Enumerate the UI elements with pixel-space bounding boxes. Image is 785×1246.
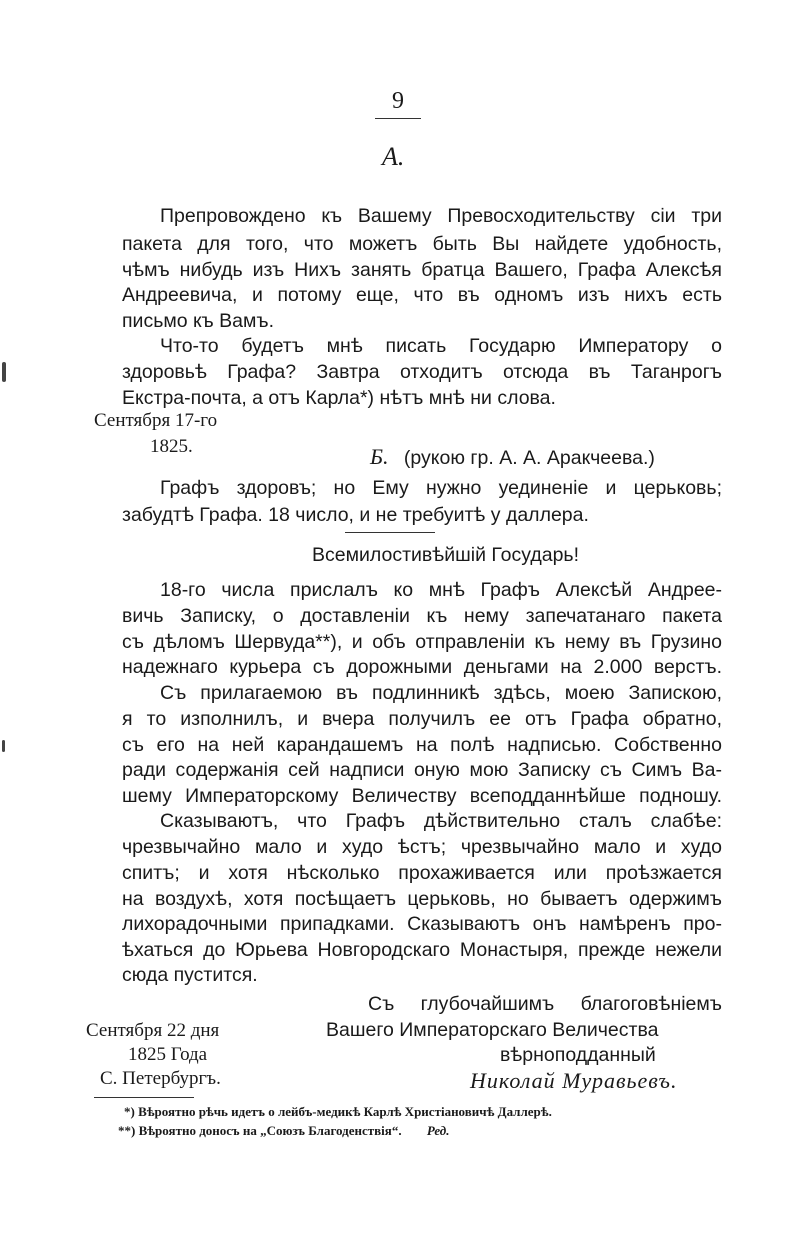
closing-line: вѣрноподданный [500, 1044, 656, 1066]
text-line: лихорадочными припадками. Сказываютъ онъ намѣренъ про- [122, 913, 722, 935]
text-line: чрезвычайно мало и худо ѣстъ; чрезвычайно мало и худо [122, 836, 722, 858]
section-b-note: (рукою гр. А. А. Аракчеева.) [403, 447, 655, 469]
section-a-date: Сентября 17-го [94, 410, 218, 431]
text-line: спитъ; и хотя нѣсколько прохаживается или проѣзжается [122, 862, 722, 884]
text-line: ради содержанія сей надписи оную мою Записку съ Симъ Ва- [122, 759, 722, 781]
page-number-rule [375, 118, 421, 119]
text-line: на воздухѣ, хотя посѣщаетъ церьковь, но бываетъ одержимъ [122, 888, 722, 910]
text-line: Сказываютъ, что Графъ дѣйствительно сталъ слабѣе: [160, 810, 722, 832]
letter-year: 1825 Года [128, 1044, 208, 1065]
section-b-heading [370, 444, 655, 470]
text-line: здоровьѣ Графа? Завтра отходитъ отсюда въ Таганрогъ [122, 361, 722, 383]
text-line: Андреевича, и потому еще, что въ одномъ изъ нихъ есть [122, 284, 722, 306]
text-line: шему Императорскому Величеству всеподданнѣйше подношу. [122, 785, 722, 807]
text-line: 18-го числа прислалъ ко мнѣ Графъ Алексѣй Андрее- [160, 579, 722, 601]
text-line: Съ прилагаемою въ подлинникѣ здѣсь, моею Запискою, [160, 682, 722, 704]
text-line: пакета для того, что можетъ быть Вы найдете удобность, [122, 233, 722, 255]
signature: Николай Муравьевъ. [470, 1068, 678, 1093]
page-number: 9 [392, 88, 404, 114]
footnote-rule [94, 1097, 194, 1098]
scan-mark [2, 362, 6, 382]
section-b-divider [345, 532, 435, 533]
text-line: Екстра-почта, а отъ Карла*) нѣтъ мнѣ ни слова. [122, 387, 556, 409]
letter-salutation: Всемилостивѣйшій Государь! [312, 544, 580, 566]
footnote-2 [118, 1123, 449, 1139]
letter-date: Сентября 22 дня [86, 1020, 220, 1041]
text-line: я то изполнилъ, и вчера получилъ ее отъ Графа обратно, [122, 708, 722, 730]
text-line: Графъ здоровъ; но Ему нужно уединеніе и церьковь; [160, 477, 722, 499]
text-line: надежнаго курьера съ дорожными деньгами на 2.000 верстъ. [122, 656, 722, 678]
text-line: съ его на ней карандашемъ на полѣ надписью. Собственно [122, 734, 722, 756]
text-line: сюда пустится. [122, 964, 258, 986]
closing-line: Съ глубочайшимъ благоговѣніемъ [368, 993, 722, 1015]
text-line: Препровождено къ Вашему Превосходительству сіи три [160, 205, 722, 227]
footnote-1: *) Вѣроятно рѣчь идетъ о лейбъ-медикѣ Карлѣ Христіановичѣ Даллерѣ. [124, 1104, 552, 1119]
section-b-letter: Б. [370, 444, 389, 469]
text-line: Что-то будетъ мнѣ писать Государю Императору о [160, 335, 722, 357]
text-line: чѣмъ нибудь изъ Нихъ занять братца Вашего, Графа Алексѣя [122, 259, 722, 281]
text-line: ѣхаться до Юрьева Новгородскаго Монастыря, прежде нежели [122, 939, 722, 961]
closing-line: Вашего Императорскаго Величества [326, 1019, 659, 1041]
text-line: вичь Записку, о доставленіи къ нему запечатанаго пакета [122, 605, 722, 627]
text-line: забудтѣ Графа. 18 число, и не требуитѣ у даллера. [122, 504, 589, 526]
footnote-2-text: **) Вѣроятно доносъ на „Союзъ Благоденствія“. [118, 1123, 402, 1138]
section-a-letter: A. [382, 142, 405, 171]
scan-mark [2, 740, 5, 752]
section-a-year: 1825. [150, 436, 193, 457]
letter-place: С. Петербургъ. [100, 1068, 221, 1089]
text-line: съ дѣломъ Шервуда**), и объ отправленіи къ нему въ Грузино [122, 631, 722, 653]
footnote-editor-mark: Ред. [426, 1123, 450, 1138]
text-line: письмо къ Вамъ. [122, 310, 275, 332]
